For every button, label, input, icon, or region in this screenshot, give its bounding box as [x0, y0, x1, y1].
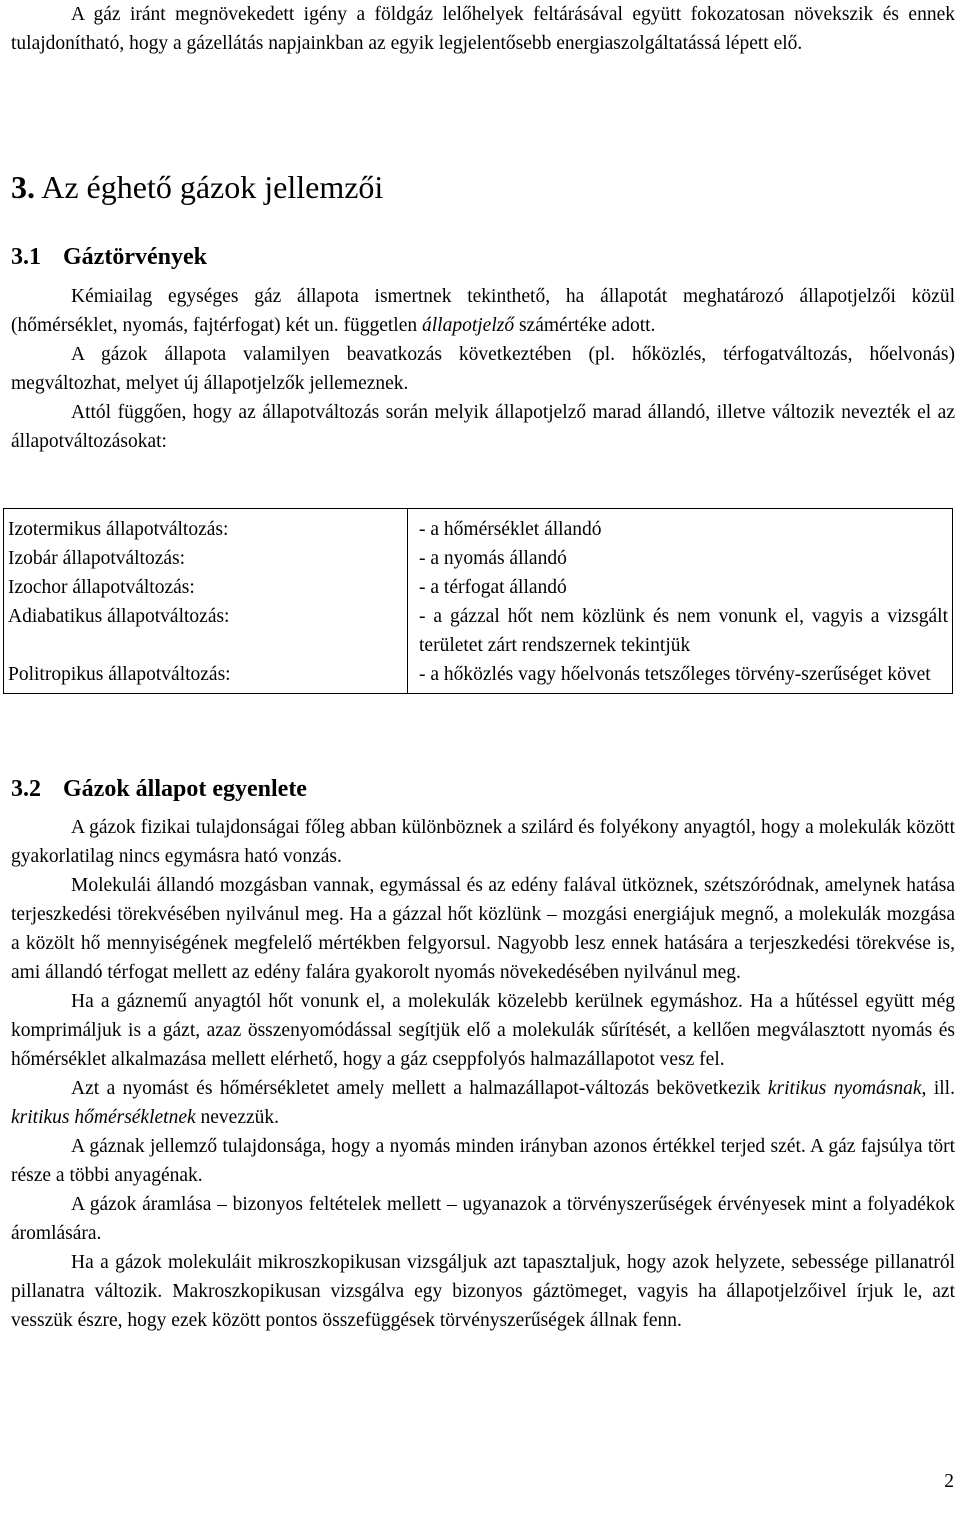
text-run: nevezzük.: [195, 1107, 280, 1128]
text-run: Azt a nyomást és hőmérsékletet amely mellett a halmazállapot-változás bekövetkezik: [71, 1078, 768, 1099]
paragraph: A gáznak jellemző tulajdonsága, hogy a nyomás minden irányban azonos értékkel terjed szét. A gáz fajsúlya tört része a többi anyagénak.: [11, 1136, 955, 1186]
state-name: Izotermikus állapotváltozás:: [4, 509, 408, 545]
table-row: [4, 602, 953, 660]
state-change-table: [3, 508, 953, 694]
paragraph: Attól függően, hogy az állapotváltozás során melyik állapotjelző marad állandó, illetve változik nevezték el az állapotváltozásokat:: [11, 402, 955, 452]
state-name: Izochor állapotváltozás:: [4, 573, 408, 602]
section-3-heading: [11, 163, 383, 211]
section-3-1-title: Gáztörvények: [63, 244, 207, 270]
emphasis: állapotjelző: [422, 315, 515, 336]
paragraph: [11, 282, 955, 340]
section-3-2-number: 3.2: [11, 776, 41, 802]
paragraph: A gázok állapota valamilyen beavatkozás következtében (pl. hőközlés, térfogatváltozás, hőelvonás) megváltozhat, melyet új állapotjelzők jellemeznek.: [11, 344, 955, 394]
state-description: - a hőmérséklet állandó: [408, 509, 953, 545]
state-name: Adiabatikus állapotváltozás:: [4, 602, 408, 660]
emphasis: kritikus nyomásnak: [767, 1078, 922, 1099]
table-row: [4, 509, 953, 545]
state-description: - a gázzal hőt nem közlünk és nem vonunk el, vagyis a vizsgált területet zárt rendszernek tekintjük: [408, 602, 953, 660]
section-3-2-heading: [11, 773, 307, 805]
intro-paragraph: A gáz iránt megnövekedett igény a földgáz lelőhelyek feltárásával együtt fokozatosan növekszik és ennek tulajdonítható, hogy a gázellátás napjainkban az egyik legjelentősebb energiaszolgáltatássá lépett elő.: [11, 4, 955, 54]
paragraph: A gázok fizikai tulajdonságai főleg abban különböznek a szilárd és folyékony anyagtól, hogy a molekulák között gyakorlatilag nincs egymásra ható vonzás.: [11, 817, 955, 867]
section-3-2-title: Gázok állapot egyenlete: [63, 776, 307, 802]
text-run: számértéke adott.: [514, 315, 656, 336]
text-run: Kémiailag egységes gáz állapota ismertnek tekinthető, ha állapotát meghatározó állapotjelzői közül (hőmérséklet, nyomás, fajtérfogat) két un. független: [11, 286, 955, 336]
section-3-number: 3.: [11, 169, 35, 205]
state-description: - a térfogat állandó: [408, 573, 953, 602]
section-3-1-heading: [11, 241, 207, 273]
section-3-1-body: [11, 282, 955, 456]
state-description: - a nyomás állandó: [408, 544, 953, 573]
section-3-2-body: [11, 813, 955, 1335]
paragraph: Ha a gázok molekuláit mikroszkopikusan vizsgáljuk azt tapasztaljuk, hogy azok helyzete, sebessége pillanatról pillanatra változik. Makroszkopikusan vizsgálva egy bizonyos gáztömeget, vagyis ha állapotjelzőivel írjuk le, azt vesszük észre, hogy ezek között pontos összefüggések törvényszerűségek állnak fenn.: [11, 1252, 955, 1331]
table-row: [4, 544, 953, 573]
page-number: 2: [944, 1471, 954, 1492]
paragraph: Molekulái állandó mozgásban vannak, egymással és az edény falával ütköznek, szétszóródnak, amelynek hatása terjeszkedési törekvésében nyilvánul meg. Ha a gázzal hőt közlünk – mozgási energiájuk megnő, a molekulák mozgása a közölt hő mennyiségének megfelelő mértékben felgyorsul. Nagyobb lesz ennek hatására a terjeszkedési törekvése is, ami állandó térfogat mellett az edény falára gyakorolt nyomás növekedésében nyilvánul meg.: [11, 875, 955, 983]
state-name: Izobár állapotváltozás:: [4, 544, 408, 573]
table-row: [4, 573, 953, 602]
emphasis: kritikus hőmérsékletnek: [11, 1107, 196, 1128]
table-row: [4, 660, 953, 694]
text-run: , ill.: [921, 1078, 955, 1099]
state-description: - a hőközlés vagy hőelvonás tetszőleges törvény-szerűséget követ: [408, 660, 953, 694]
paragraph: Ha a gáznemű anyagtól hőt vonunk el, a molekulák közelebb kerülnek egymáshoz. Ha a hűtéssel együtt még komprimáljuk is a gázt, azaz összenyomódással segítjük elő a molekulák sűrítését, a kellően megválasztott nyomás és hőmérséklet alkalmazása mellett elérhető, hogy a gáz cseppfolyós halmazállapotot vesz fel.: [11, 991, 955, 1070]
section-3-1-number: 3.1: [11, 244, 41, 270]
paragraph: [11, 1074, 955, 1132]
section-3-title: Az éghető gázok jellemzői: [41, 169, 384, 205]
state-name: Politropikus állapotváltozás:: [4, 660, 408, 694]
paragraph: A gázok áramlása – bizonyos feltételek mellett – ugyanazok a törvényszerűségek érvényesek mint a folyadékok áromlására.: [11, 1194, 955, 1244]
